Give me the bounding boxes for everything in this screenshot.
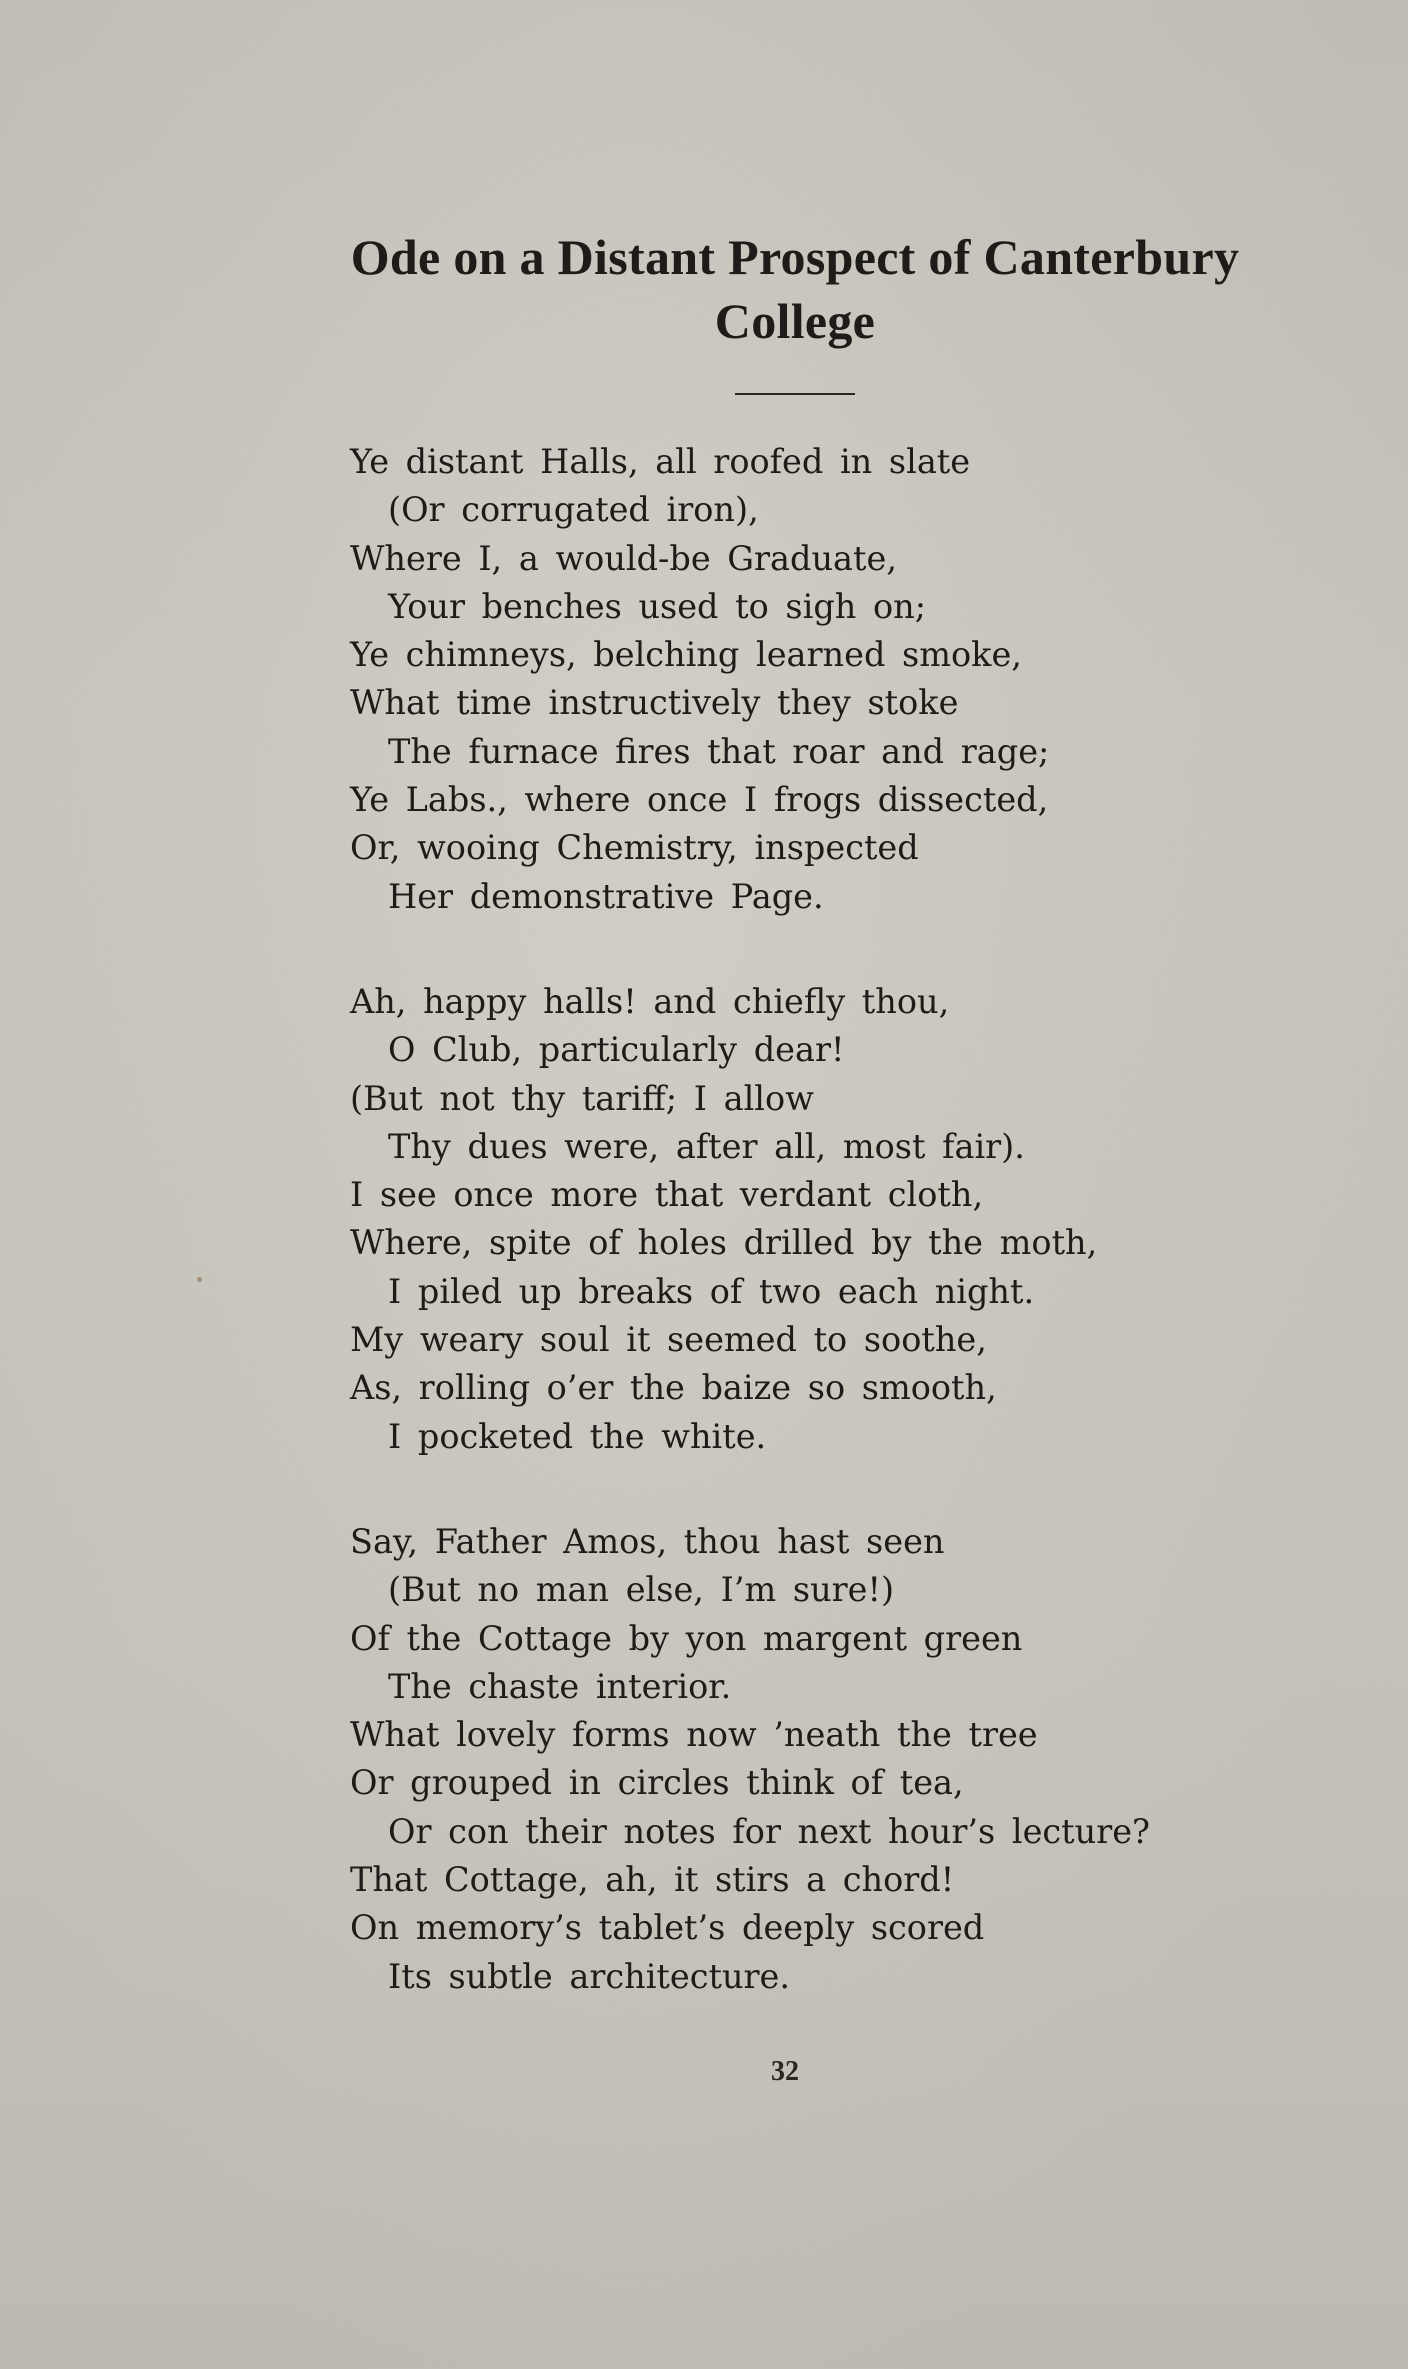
poem-line: Your benches used to sigh on; (388, 586, 927, 626)
poem-line: The chaste interior. (388, 1666, 732, 1706)
poem-line: That Cottage, ah, it stirs a chord! (350, 1860, 955, 1900)
stanza (350, 438, 1350, 921)
poem-line: I piled up breaks of two each night. (388, 1271, 1035, 1311)
page-number: 32 (771, 2056, 799, 2087)
stanza (350, 978, 1350, 1461)
poem-line: Its subtle architecture. (388, 1956, 791, 1996)
poem-line: Of the Cottage by yon margent green (350, 1618, 1023, 1658)
poem-line: Or grouped in circles think of tea, (350, 1763, 964, 1803)
poem-line: Where, spite of holes drilled by the moth, (350, 1223, 1098, 1263)
poem-title-line: Ode on a Distant Prospect of Canterbury (350, 229, 1240, 285)
poem-body (350, 438, 1350, 2001)
poem-line: (Or corrugated iron), (388, 490, 759, 530)
poem-line: On memory’s tablet’s deeply scored (350, 1908, 985, 1948)
poem-line: (But no man else, I’m sure!) (388, 1570, 895, 1610)
poem-line: Or, wooing Chemistry, inspected (350, 828, 919, 868)
poem-line: What lovely forms now ’neath the tree (350, 1715, 1038, 1755)
poem-line: I pocketed the white. (388, 1416, 767, 1456)
poem-line: (But not thy tariff; I allow (350, 1078, 814, 1118)
poem-line: My weary soul it seemed to soothe, (350, 1320, 987, 1360)
poem-line: I see once more that verdant cloth, (350, 1175, 984, 1215)
poem-line: Ye Labs., where once I frogs dissected, (350, 780, 1049, 820)
poem-line: O Club, particularly dear! (388, 1030, 845, 1070)
poem-line: Thy dues were, after all, most fair). (388, 1126, 1025, 1166)
poem-line: Say, Father Amos, thou hast seen (350, 1521, 945, 1561)
poem-line: Where I, a would-be Graduate, (350, 538, 897, 578)
poem-line: Or con their notes for next hour’s lecture? (388, 1811, 1150, 1851)
poem-title-line: College (714, 293, 876, 349)
poem-line: What time instructively they stoke (350, 683, 959, 723)
poem-line: Ah, happy halls! and chiefly thou, (350, 981, 950, 1021)
stanza (350, 1518, 1350, 2001)
poem-line: As, rolling o’er the baize so smooth, (350, 1368, 997, 1408)
poem-line: Her demonstrative Page. (388, 876, 824, 916)
title-divider (735, 393, 855, 395)
poem-line: The furnace fires that roar and rage; (388, 731, 1050, 771)
poem-line: Ye distant Halls, all roofed in slate (350, 442, 971, 481)
paper-speck (197, 1277, 202, 1282)
poem-title (250, 225, 1340, 353)
poem-line: Ye chimneys, belching learned smoke, (350, 635, 1022, 675)
